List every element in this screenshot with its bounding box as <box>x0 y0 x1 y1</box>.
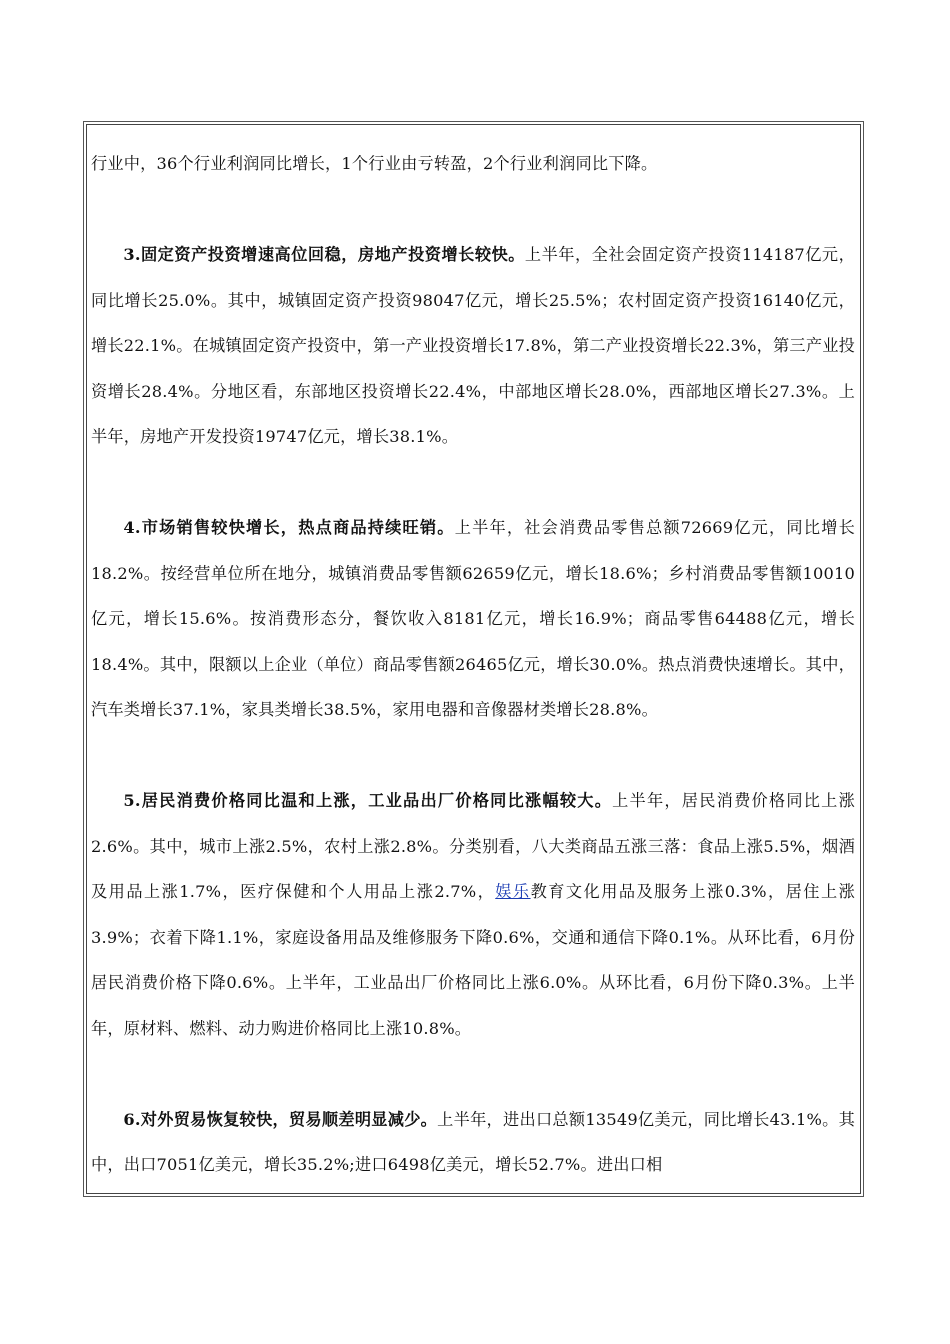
paragraph-intro <box>91 141 855 187</box>
document-body <box>91 141 855 1188</box>
paragraph-text: 上半年，社会消费品零售总额72669亿元，同比增长18.2%。按经营单位所在地分，城镇消费品零售额62659亿元，增长18.6%；乡村消费品零售额10010亿元，增长15.6%。按消费形态分，餐饮收入8181亿元，增长16.9%；商品零售64488亿元，增长18.4%。其中，限额以上企业（单位）商品零售额26465亿元，增长30.0%。热点消费快速增长。其中，汽车类增长37.1%，家具类增长38.5%，家用电器和音像器材类增长28.8%。 <box>91 518 855 719</box>
paragraph-spacer <box>91 733 855 779</box>
paragraph-spacer <box>91 187 855 233</box>
document-frame <box>86 124 861 1194</box>
paragraph-consumer-prices <box>91 778 855 1051</box>
paragraph-heading: 6.对外贸易恢复较快，贸易顺差明显减少。 <box>123 1109 438 1129</box>
paragraph-market-sales <box>91 505 855 733</box>
paragraph-text: 上半年，居民消费价格同比上涨2.6%。其中，城市上涨2.5%，农村上涨2.8%。分类别看，八大类商品五涨三落：食品上涨5.5%，烟酒及用品上涨1.7%，医疗保健和个人用品上涨2.7%， <box>91 791 855 901</box>
entertainment-link[interactable]: 娱乐 <box>495 882 531 901</box>
paragraph-spacer <box>91 460 855 506</box>
paragraph-text: 上半年，全社会固定资产投资114187亿元，同比增长25.0%。其中，城镇固定资产投资98047亿元，增长25.5%；农村固定资产投资16140亿元，增长22.1%。在城镇固定资产投资中，第一产业投资增长17.8%，第二产业投资增长22.3%，第三产业投资增长28.4%。分地区看，东部地区投资增长22.4%，中部地区增长28.0%，西部地区增长27.3%。上半年，房地产开发投资19747亿元，增长38.1%。 <box>91 245 855 446</box>
paragraph-text: 上半年，进出口总额13549亿美元，同比增长43.1%。其中，出口7051亿美元，增长35.2%;进口6498亿美元，增长52.7%。进出口相 <box>91 1109 855 1174</box>
paragraph-spacer <box>91 1051 855 1097</box>
paragraph-fixed-asset-investment <box>91 232 855 460</box>
paragraph-heading: 4.市场销售较快增长，热点商品持续旺销。 <box>123 518 455 537</box>
paragraph-foreign-trade <box>91 1097 855 1188</box>
paragraph-heading: 5.居民消费价格同比温和上涨，工业品出厂价格同比涨幅较大。 <box>123 791 613 810</box>
paragraph-intro-text: 行业中，36个行业利润同比增长，1个行业由亏转盈，2个行业利润同比下降。 <box>91 154 658 173</box>
paragraph-text: 教育文化用品及服务上涨0.3%，居住上涨3.9%；衣着下降1.1%，家庭设备用品及维修服务下降0.6%，交通和通信下降0.1%。从环比看，6月份居民消费价格下降0.6%。上半年，工业品出厂价格同比上涨6.0%。从环比看，6月份下降0.3%。上半年，原材料、燃料、动力购进价格同比上涨10.8%。 <box>91 882 856 1038</box>
paragraph-heading: 3.固定资产投资增速高位回稳，房地产投资增长较快。 <box>123 245 525 264</box>
